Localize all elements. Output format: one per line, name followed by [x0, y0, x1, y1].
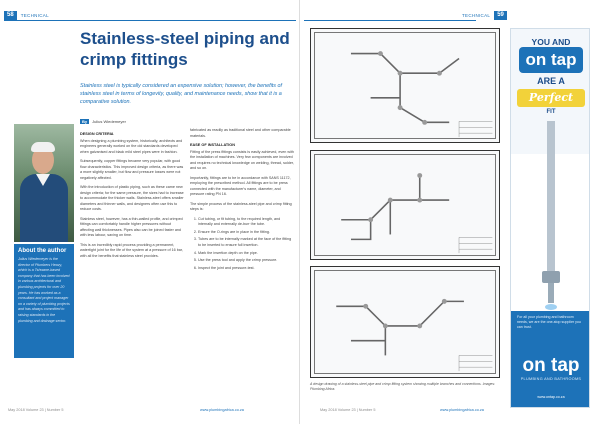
- pipe-diagram: [311, 151, 499, 259]
- about-text: Julius Wiedemeyer is the director of Plumbers Heavy, which is a Tshwane-based company that has been involved in various architectural and plumbing projects for over 20 years. He has worked as a consultant and project manager on a variety of plumbing projects and has always committed to raising standards in the plumbing and drainage sector.: [18, 257, 70, 323]
- byline-badge: By: [82, 119, 88, 124]
- ontap-advertisement[interactable]: [510, 28, 590, 408]
- byline-author: Julius Wiedemeyer: [92, 119, 126, 124]
- ad-url[interactable]: www.ontap.co.za: [537, 395, 565, 399]
- header-rule: [4, 20, 296, 21]
- figure-caption: A design drawing of a stainless-steel pipe and crimp fitting system showing multiple branches and connections. Images: Plumbing Africa.: [310, 382, 496, 392]
- paragraph-heading: DESIGN CRITERIA: [80, 132, 114, 136]
- paragraph: With the introduction of plastic piping, such as these came new design criteria; for the same pressure, the sizes had to increase to accommodate the thicker walls. Stainless-steel offers smaller diameters and thinner walls, and designers often use this to reduce costs.: [80, 185, 184, 211]
- list-item: 6. Inspect the joint and pressure-test.: [198, 266, 294, 272]
- ad-headline-fit: FIT: [546, 109, 556, 115]
- ad-tap-illustration: [536, 121, 566, 311]
- paragraph: Stainless steel, however, has a thin-walled profile, and crimped fittings can comfortably handle higher pressures without affecting wall thicknesses. Pipes also can be joined faster and with less labour, saving on time.: [80, 216, 183, 237]
- paragraph: Subsequently, copper fittings became very popular, with good flow characteristics. This improved design criteria, as there was a more slightly smaller, but flow and pressure losses were not negatively affected.: [80, 159, 184, 180]
- right-footer: May 2018 Volume 23 | Number 5: [320, 408, 376, 412]
- paragraph: Importantly, fittings are to be in accordance with SANS 11172, employing the prescribed method. All fittings are to be press connected with the manufacturer's name, diameter, and pressure rating PN 16.: [190, 175, 291, 196]
- section-label: TECHNICAL: [462, 13, 491, 18]
- article-title: Stainless-steel piping and crimp fittings: [80, 29, 290, 69]
- left-footer-url: www.plumbingafrica.co.za: [200, 408, 244, 412]
- body-column-2: fabricated as readily as traditional steel and other comparable materials. EASE OF INSTALLATION Fitting of the press fittings consists is easily achieved, even with the installation of machines. Very few components are involved and requires no technical knowledge on welding, thread, solder, and so on. Importantly, fittings are to be in accordance with SANS 11172, employing the prescribed method. All fittings are to be press connected with the manufacturer's name, diameter, and pressure rating PN 16. The simple process of the stainless-steel pipe and crimp fitting steps is: 1. Cut tubing, or fit tubing, to the required length, and internally and externally de-burr the tube. 2. Ensure the O-rings are in place in the fitting. 3. Tubes are to be internally marked at the face of the fitting to be inserted to ensure full insertion. 4. Mark the insertion depth on the pipe. 5. Use the press tool and apply the crimp pressure. 6. Inspect the joint and pressure-test.: [190, 128, 294, 274]
- list-item: 1. Cut tubing, or fit tubing, to the required length, and internally and externally de-burr the tube.: [198, 217, 294, 228]
- ad-brand-logo: on tap: [519, 47, 583, 73]
- paragraph: This is an incredibly rapid process providing a permanent, watertight joint for the life of the system at a pressure of 16 bar, with all the benefits that stainless steel provides.: [80, 242, 183, 258]
- technical-drawing-1: [310, 28, 500, 143]
- paragraph-heading: EASE OF INSTALLATION: [190, 143, 235, 147]
- ad-brand-footer: on tap: [522, 355, 580, 376]
- list-item: 4. Mark the insertion depth on the pipe.: [198, 251, 294, 257]
- right-header: [462, 11, 507, 20]
- list-item: 5. Use the press tool and apply the crimp pressure.: [198, 258, 294, 264]
- paragraph: The simple process of the stainless-steel pipe and crimp fitting steps is:: [190, 201, 292, 211]
- article-intro: Stainless steel is typically considered an expensive solution; however, the benefits of stainless steel in terms of longevity, quality, and maintenance needs, show that it is a comparative solution.: [80, 83, 282, 106]
- technical-drawing-2: [310, 150, 500, 260]
- paragraph: fabricated as readily as traditional steel and other comparable materials.: [190, 128, 291, 138]
- ad-headline-you-and: YOU AND: [531, 37, 571, 47]
- steps-list: [190, 217, 294, 272]
- pipe-diagram: [311, 29, 499, 142]
- ad-headline-are-a: ARE A: [537, 76, 565, 86]
- list-item: 3. Tubes are to be internally marked at the face of the fitting to be inserted to ensure full insertion.: [198, 237, 294, 248]
- section-label: TECHNICAL: [20, 13, 49, 18]
- right-footer-url: www.plumbingafrica.co.za: [440, 408, 484, 412]
- author-photo: [14, 124, 74, 242]
- ad-body-text: For all your plumbing and bathroom needs, we are the one-stop supplier you can trust.: [517, 315, 581, 330]
- left-header: [4, 11, 49, 20]
- header-rule: [304, 20, 476, 21]
- about-author-box: [14, 244, 74, 358]
- ad-footer-band: [511, 311, 590, 408]
- body-column-1: DESIGN CRITERIA When designing a plumbing system, historically, architects and engineers generally worked on the old standards developed when galvanised and black mild steel pipes were in fashion. Subsequently, copper fittings became very popular, with good flow characteristics. This improved design criteria, as there was a more slightly smaller, but flow and pressure losses were not negatively affected. With the introduction of plastic piping, such as these came new design criteria; for the same pressure, the sizes had to increase to accommodate the thicker walls. Stainless-steel offers smaller diameters and thinner walls, and designers often use this to reduce costs. Stainless steel, however, has a thin-walled profile, and crimped fittings can comfortably handle higher pressures without affecting wall thicknesses. Pipes also can be joined faster and with less labour, saving on time. This is an incredibly rapid process providing a permanent, watertight joint for the life of the system at a pressure of 16 bar, with all the benefits that stainless steel provides.: [80, 132, 184, 258]
- ad-subline: PLUMBING AND BATHROOMS: [520, 377, 582, 381]
- technical-drawing-3: [310, 266, 500, 378]
- ad-headline-perfect: Perfect: [517, 89, 585, 107]
- about-title: About the author: [18, 248, 67, 254]
- left-footer: May 2018 Volume 23 | Number 5: [8, 408, 64, 412]
- page-number: 59: [494, 11, 507, 20]
- list-item: 2. Ensure the O-rings are in place in the fitting.: [198, 230, 294, 236]
- pipe-diagram: [311, 267, 499, 377]
- page-number: 58: [4, 11, 17, 20]
- byline: [80, 119, 126, 124]
